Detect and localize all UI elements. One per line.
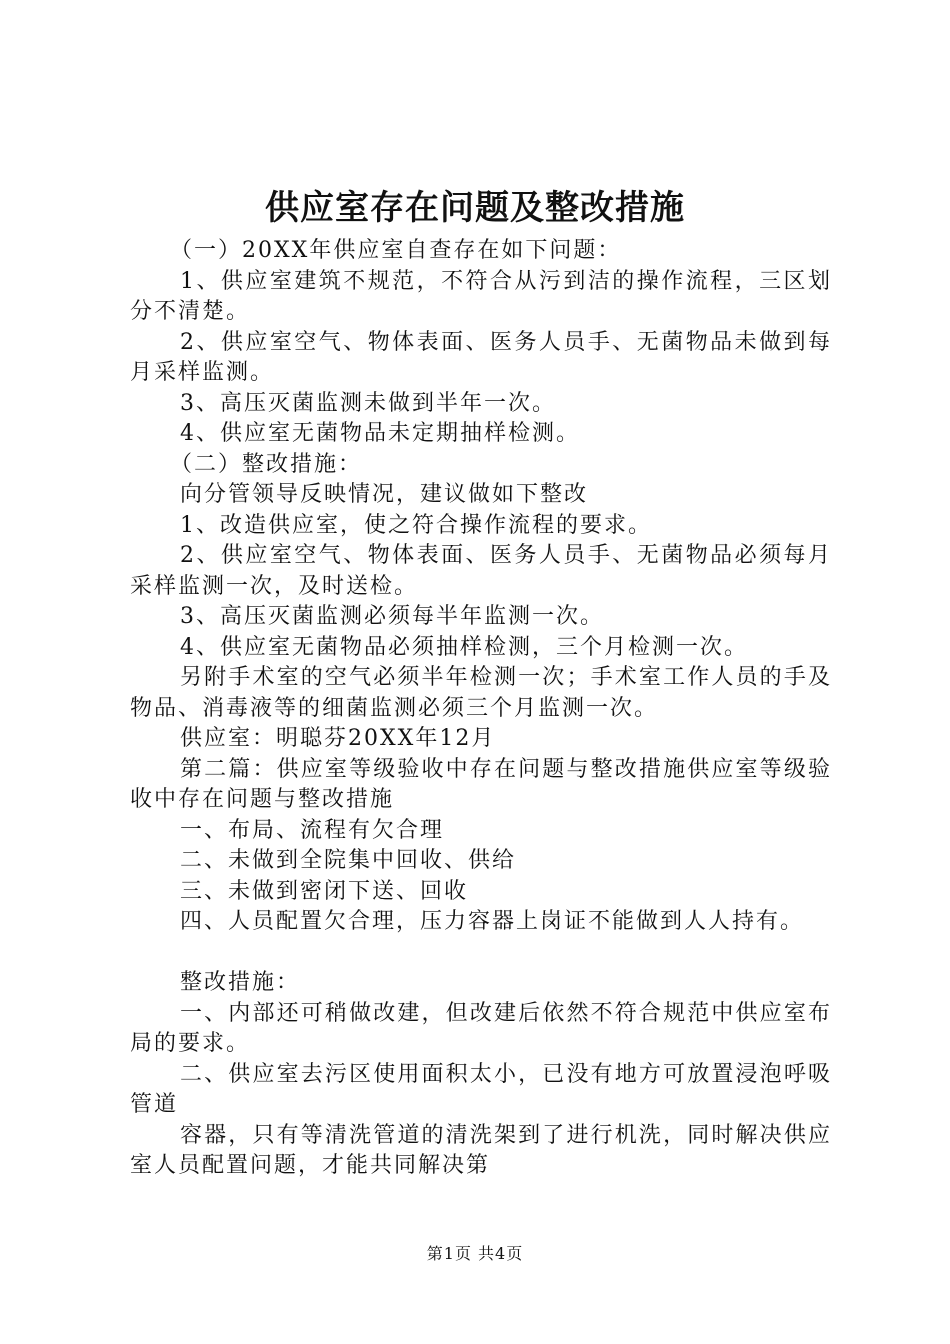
page-number: 第1页 共4页 — [426, 1244, 524, 1263]
paragraph: 1、供应室建筑不规范，不符合从污到洁的操作流程，三区划分不清楚。 — [130, 268, 832, 324]
page-title: 供应室存在问题及整改措施 — [265, 188, 685, 228]
paragraph: 3、高压灭菌监测未做到半年一次。 — [180, 390, 556, 416]
list-item: 三、未做到密闭下送、回收 — [180, 878, 469, 904]
paragraph: 另附手术室的空气必须半年检测一次；手术室工作人员的手及物品、消毒液等的细菌监测必须三个月监测一次。 — [130, 665, 832, 721]
paragraph: 容器，只有等清洗管道的清洗架到了进行机洗，同时解决供应室人员配置问题，才能共同解决第 — [130, 1122, 832, 1178]
paragraph: 向分管领导反映情况，建议做如下整改 — [180, 482, 589, 507]
paragraph: 4、供应室无菌物品未定期抽样检测。 — [180, 421, 580, 446]
paragraph: 3、高压灭菌监测必须每半年监测一次。 — [180, 604, 604, 629]
paragraph: 一、内部还可稍做改建，但改建后依然不符合规范中供应室布局的要求。 — [130, 1000, 832, 1056]
list-item: 二、未做到全院集中回收、供给 — [180, 848, 517, 873]
section-heading-1: （一）20XX年供应室自查存在如下问题： — [170, 238, 622, 263]
paragraph: 二、供应室去污区使用面积太小，已没有地方可放置浸泡呼吸管道 — [130, 1061, 832, 1117]
paragraph: 4、供应室无菌物品必须抽样检测，三个月检测一次。 — [180, 634, 748, 660]
blank-line — [130, 938, 832, 969]
section-heading-2: （二）整改措施： — [170, 451, 363, 477]
paragraph: 1、改造供应室，使之符合操作流程的要求。 — [180, 512, 652, 538]
section-heading-3: 整改措施： — [180, 970, 301, 995]
list-item: 一、布局、流程有欠合理 — [180, 817, 445, 843]
paragraph: 2、供应室空气、物体表面、医务人员手、无菌物品必须每月采样监测一次，及时送检。 — [130, 543, 832, 599]
signature-line: 供应室：明聪芬20XX年12月 — [180, 726, 496, 751]
paragraph: 2、供应室空气、物体表面、医务人员手、无菌物品未做到每月采样监测。 — [130, 329, 832, 385]
document-body — [130, 236, 832, 1182]
list-item: 四、人员配置欠合理，压力容器上岗证不能做到人人持有。 — [180, 909, 805, 934]
paragraph: 第二篇：供应室等级验收中存在问题与整改措施供应室等级验收中存在问题与整改措施 — [130, 756, 832, 812]
